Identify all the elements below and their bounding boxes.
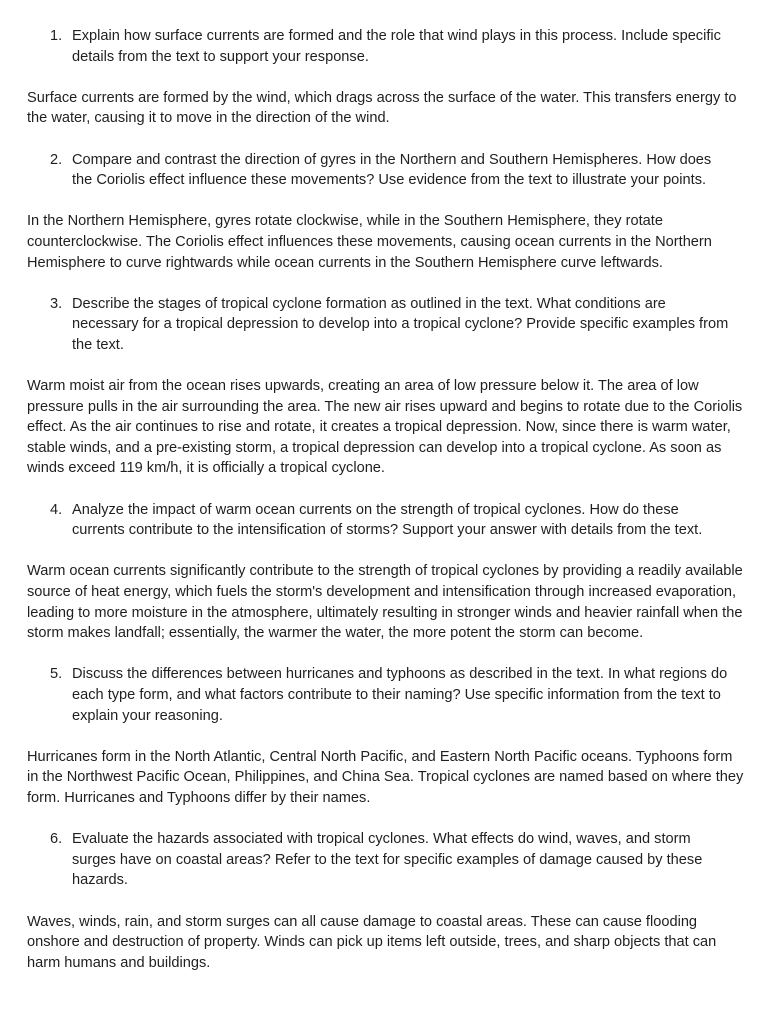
qa-item-3 — [27, 294, 747, 500]
answer-3: Warm moist air from the ocean rises upwards, creating an area of low pressure below it. The area of low pressure pulls in the air surrounding the area. The new air rises upward and begins to rotate due to the Coriolis effect. As the air continues to rise and rotate, it creates a tropical depression. Now, since there is warm water, stable winds, and a pre-existing storm, a tropical depression can develop into a tropical cyclone. As soon as winds exceed 119 km/h, it is officially a tropical cyclone. — [27, 378, 743, 477]
question-text: Evaluate the hazards associated with tropical cyclones. What effects do wind, waves, and storm surges have on coastal areas? Refer to the text for specific examples of damage caused by these hazards. — [72, 831, 703, 889]
question-number: 6. — [50, 831, 63, 848]
qa-item-5 — [27, 664, 747, 829]
question-text: Discuss the differences between hurricanes and typhoons as described in the text. In what regions do each type form, and what factors contribute to their naming? Use specific information from the text to explain your reasoning. — [72, 666, 728, 724]
document-page — [27, 26, 747, 973]
question-number: 1. — [50, 28, 63, 44]
question-6 — [27, 829, 747, 891]
question-text: Compare and contrast the direction of gyres in the Northern and Southern Hemispheres. How does the Coriolis effect influence these movements? Use evidence from the text to illustrate your points. — [72, 151, 712, 189]
qa-item-1 — [27, 26, 747, 150]
question-4 — [27, 500, 747, 541]
answer-1: Surface currents are formed by the wind, which drags across the surface of the water. This transfers energy to the water, causing it to move in the direction of the wind. — [27, 89, 737, 127]
qa-item-6 — [27, 829, 747, 973]
qa-item-4 — [27, 500, 747, 665]
qa-item-2 — [27, 150, 747, 294]
answer-4: Warm ocean currents significantly contribute to the strength of tropical cyclones by providing a readily available source of heat energy, which fuels the storm's development and intensification through increased evaporation, leading to more moisture in the atmosphere, ultimately resulting in stronger winds and heavier rainfall when the storm makes landfall; essentially, the warmer the water, the more potent the storm can become. — [27, 563, 743, 642]
question-number: 4. — [50, 501, 63, 518]
question-1 — [27, 26, 747, 67]
question-text: Explain how surface currents are formed and the role that wind plays in this process. Include specific details from the text to support your response. — [72, 28, 721, 65]
question-number: 2. — [50, 151, 63, 168]
question-text: Analyze the impact of warm ocean currents on the strength of tropical cyclones. How do these currents contribute to the intensification of storms? Support your answer with details from the text. — [72, 501, 703, 539]
question-text: Describe the stages of tropical cyclone formation as outlined in the text. What conditions are necessary for a tropical depression to develop into a tropical cyclone? Provide specific examples from the text. — [72, 295, 729, 353]
question-number: 5. — [50, 666, 63, 683]
question-number: 3. — [50, 295, 63, 312]
question-5 — [27, 664, 747, 726]
answer-2: In the Northern Hemisphere, gyres rotate clockwise, while in the Southern Hemisphere, they rotate counterclockwise. The Coriolis effect influences these movements, causing ocean currents in the Northern Hemisphere to curve rightwards while ocean currents in the Southern Hemisphere curve leftwards. — [27, 213, 712, 271]
question-3 — [27, 294, 747, 356]
answer-6: Waves, winds, rain, and storm surges can all cause damage to coastal areas. These can cause flooding onshore and destruction of property. Winds can pick up items left outside, trees, and sharp objects that can harm humans and buildings. — [27, 913, 717, 971]
question-2 — [27, 150, 747, 191]
answer-5: Hurricanes form in the North Atlantic, Central North Pacific, and Eastern North Pacific oceans. Typhoons form in the Northwest Pacific Ocean, Philippines, and China Sea. Tropical cyclones are named based on where they form. Hurricanes and Typhoons differ by their names. — [27, 748, 744, 806]
